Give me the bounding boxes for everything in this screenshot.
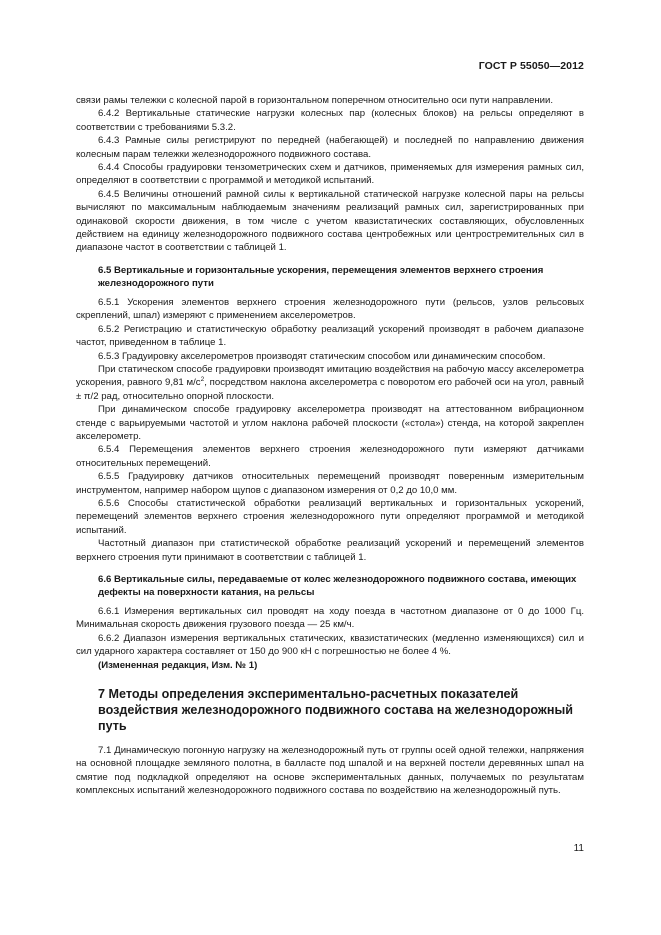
- paragraph: 6.5.3 Градуировку акселерометров производят статическим способом или динамическим способом.: [98, 350, 546, 362]
- superscript: 2: [200, 376, 205, 384]
- paragraph: 6.5.5 Градуировку датчиков относительных перемещений производят поверенным измерительным инструментом, например набором щупов с диапазоном измерения от 0,2 до 10,0 мм.: [76, 471, 584, 496]
- paragraph: 6.4.4 Способы градуировки тензометрических схем и датчиков, применяемых для измерения рамных сил, определяют в соответствии с программой и методикой испытаний.: [76, 162, 584, 187]
- paragraph-text: , посредством наклона акселерометра с поворотом его рабочей оси на угол, равный ± π/2 рад, относительно опорной плоскости.: [76, 377, 584, 402]
- paragraph: 6.5.2 Регистрацию и статистическую обработку реализаций ускорений производят в рабочем диапазоне частот, приведенном в таблице 1.: [76, 323, 584, 349]
- section-heading-6-6: 6.6 Вертикальные силы, передаваемые от колес железнодорожного подвижного состава, имеющих дефекты на поверхности катания, на рельсы: [98, 574, 577, 598]
- paragraph: 7.1 Динамическую погонную нагрузку на железнодорожный путь от группы осей одной тележки, напряжения на основной площадке земляного полотна, в балласте под шпалой и на верхней постели деревянных шпал на смятие под подкладкой определяют на основе экспериментальных данных, получаемых по результатам комплексных испытаний железнодорожного подвижного состава по воздействию на железнодорожный путь.: [76, 745, 584, 797]
- paragraph: 6.4.2 Вертикальные статические нагрузки колесных пар (колесных блоков) на рельсы определяют в соответствии с требованиями 5.3.2.: [76, 108, 584, 133]
- paragraph: Частотный диапазон при статистической обработке реализаций ускорений и перемещений элементов верхнего строения пути принимают в соответствии с таблицей 1.: [76, 538, 584, 563]
- paragraph: При динамическом способе градуировку акселерометра производят на аттестованном вибрационном стенде с варьируемыми частотой и углом наклона рабочей плоскости («стола») стенда, на которой закреплен акселерометр.: [76, 404, 584, 442]
- paragraph-text: При статическом способе градуировки производят имитацию воздействия на рабочую массу акселерометра ускорения, равного 9,81 м/с: [76, 363, 584, 389]
- paragraph: 6.5.6 Способы статистической обработки реализаций вертикальных и горизонтальных ускорений, перемещений элементов верхнего строения железнодорожного пути определяют программой и методикой испытаний.: [76, 497, 584, 536]
- paragraph: 6.6.2 Диапазон измерения вертикальных статических, квазистатических (медленно изменяющихся) сил и сил ударного характера составляет от 150 до 900 кН с погрешностью не более 4 %.: [76, 632, 584, 658]
- paragraph: [76, 363, 584, 403]
- chapter-heading-7: 7 Методы определения экспериментально-расчетных показателей воздействия железнодорожного подвижного состава на железнодорожный путь: [98, 687, 573, 734]
- paragraph: связи рамы тележки с колесной парой в горизонтальном поперечном относительно оси пути направлении.: [76, 95, 553, 106]
- page-number: 11: [573, 843, 584, 854]
- document-header: ГОСТ Р 55050—2012: [478, 60, 584, 72]
- document-body: [76, 94, 584, 798]
- paragraph: 6.5.4 Перемещения элементов верхнего строения железнодорожного пути измеряют датчиками относительных перемещений.: [76, 444, 584, 469]
- paragraph: 6.6.1 Измерения вертикальных сил проводят на ходу поезда в частотном диапазоне от 0 до 1000 Гц. Минимальная скорость движения грузового поезда — 25 км/ч.: [76, 606, 584, 631]
- section-heading-6-5: 6.5 Вертикальные и горизонтальные ускорения, перемещения элементов верхнего строения железнодорожного пути: [98, 264, 544, 289]
- amendment-note: (Измененная редакция, Изм. № 1): [98, 659, 258, 671]
- paragraph: 6.4.3 Рамные силы регистрируют по передней (набегающей) и последней по направлению движения колесным парам тележки железнодорожного подвижного состава.: [76, 135, 584, 160]
- paragraph: 6.5.1 Ускорения элементов верхнего строения железнодорожного пути (рельсов, узлов рельсовых скреплений, шпал) измеряют с применением акселерометров.: [76, 296, 584, 322]
- paragraph: 6.4.5 Величины отношений рамной силы к вертикальной статической нагрузке колесной пары на рельсы вычисляют по максимальным наблюдаемым значениям реализаций рамных сил, зарегистрированных при одинаковой скорости движения, в том числе с учетом квазистатических составляющих, обусловленных действием на единицу железнодорожного подвижного состава центробежных или центростремительных сил в диапазоне частот в соответствии с таблицей 1.: [76, 188, 584, 254]
